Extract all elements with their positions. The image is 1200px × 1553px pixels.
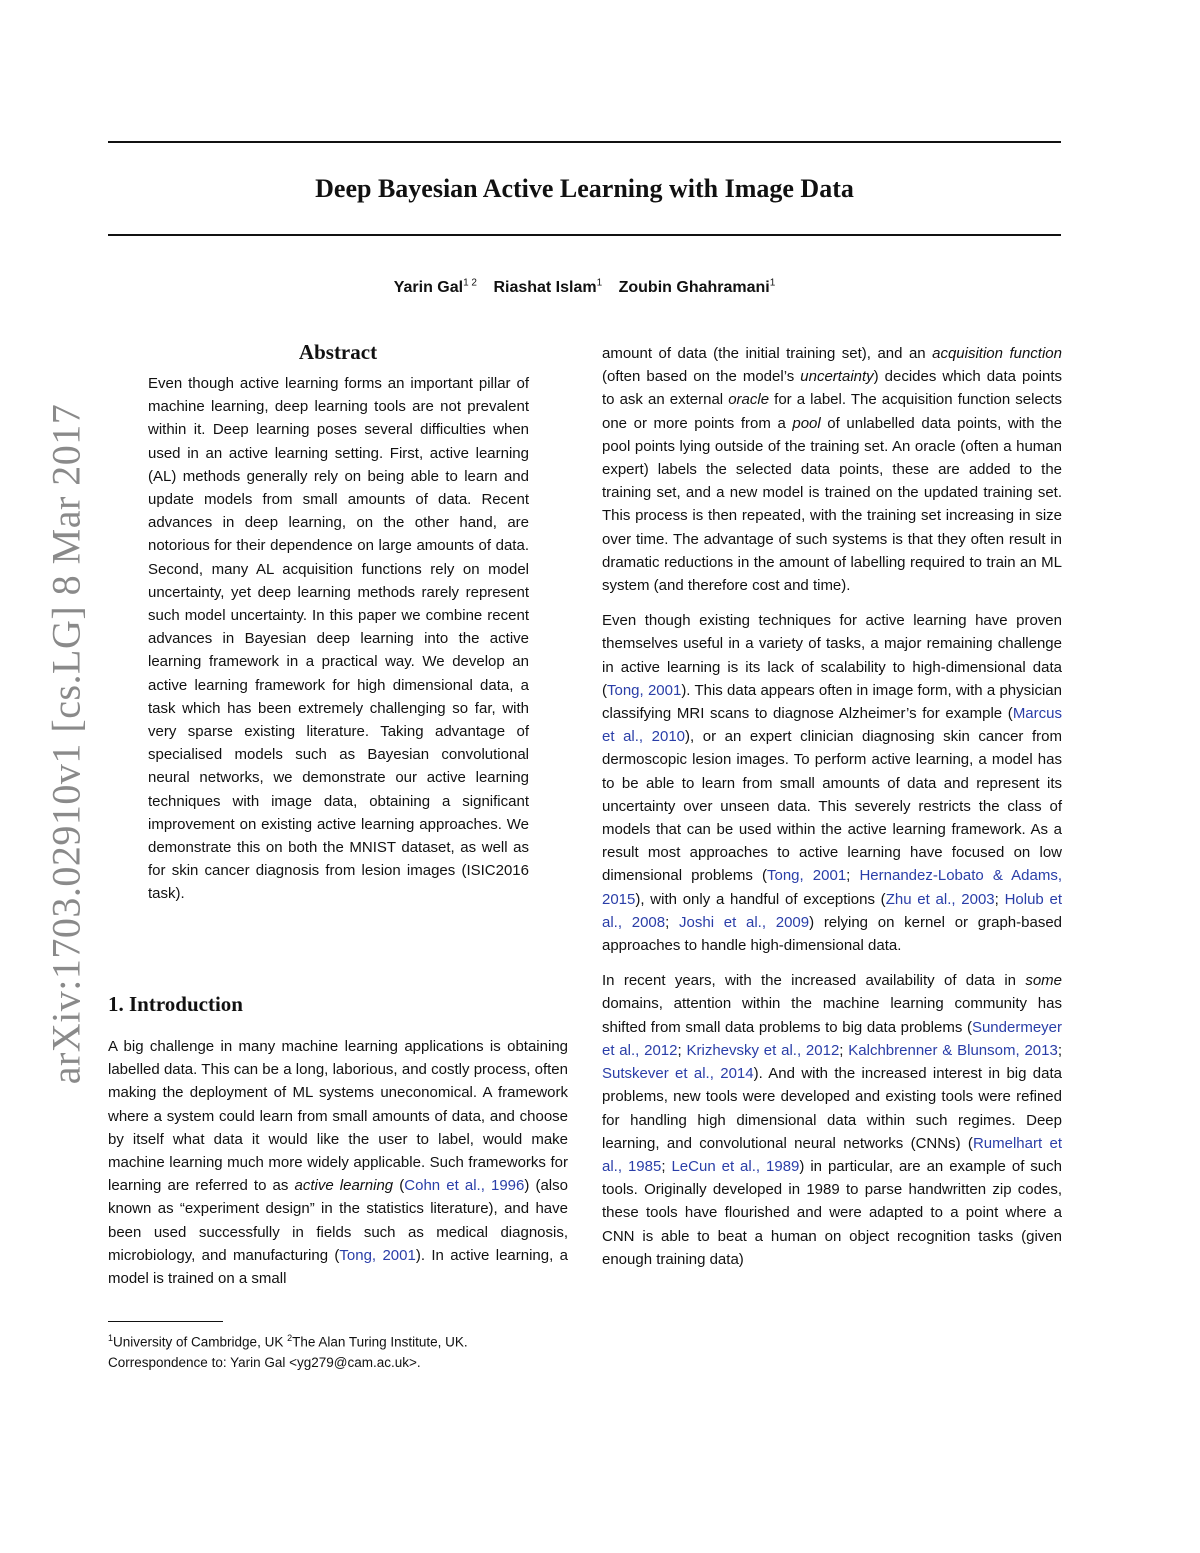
citation-link[interactable]: Krizhevsky et al., 2012 [686, 1041, 840, 1059]
author-list [108, 278, 1061, 297]
citation-link[interactable]: Sundermeyer et al., 2012 [602, 1018, 1062, 1059]
citation-link[interactable]: Holub et al., 2008 [602, 890, 1063, 931]
arxiv-stamp: arXiv:1703.02910v1 [cs.LG] 8 Mar 2017 [43, 403, 89, 1085]
paragraph: amount of data (the initial training set), and an acquisition function (often based on the model’s uncertainty) decides which data points to ask an external oracle for a label. The acquisition function selects one or more points from a pool of unlabelled data points, with the pool points lying outside of the training set. An oracle (often a human expert) labels the selected data points, these are added to the training set, and a new model is trained on the updated training set. This process is then repeated, with the training set increasing in size over time. The advantage of such systems is that they often result in dramatic reductions in the amount of labelling required to train an ML system (and therefore cost and time). [602, 345, 1062, 595]
author-islam: Riashat Islam$^1$ [493, 278, 603, 297]
title-rule-top [108, 141, 1061, 143]
citation-link[interactable]: Rumelhart et al., 1985 [602, 1134, 1062, 1175]
paragraph: In recent years, with the increased availability of data in some domains, attention within the machine learning community has shifted from small data problems to big data problems (Sundermeyer et al., 2012; Krizhevsky et al., 2012; Kalchbrenner & Blunsom, 2013; Sutskever et al., 2014). And with the increased interest in big data problems, new tools were developed and existing tools were refined for handling high dimensional data within such regimes. Deep learning, and convolutional neural networks (CNNs) (Rumelhart et al., 1985; LeCun et al., 1989) in particular, are an example of such tools. Originally developed in 1989 to parse handwritten zip codes, these tools have flourished and were adapted to a point where a CNN is able to beat a human on object recognition tasks (given enough training data) [602, 972, 1062, 1268]
citation-link[interactable]: LeCun et al., 1989 [671, 1157, 800, 1175]
citation-link[interactable]: Sutskever et al., 2014 [602, 1065, 754, 1083]
abstract-heading: Abstract [298, 340, 378, 364]
title-rule-bottom [108, 234, 1061, 236]
section-heading-introduction: 1. Introduction [108, 992, 243, 1016]
citation-link[interactable]: Tong, 2001 [766, 867, 847, 885]
intro-paragraph: A big challenge in many machine learning applications is obtaining labelled data. This can be a long, laborious, and costly process, often making the deployment of ML systems uneconomical. A framework where a system could learn from small amounts of data, and choose by itself what data it would like the user to label, would make machine learning much more widely applicable. Such frameworks for learning are referred to as active learning (Cohn et al., 1996) (also known as “experiment design” in the statistics literature), and have been used successfully in fields such as medical diagnosis, microbiology, and manufacturing (Tong, 2001). In active learning, a model is trained on a small [108, 1038, 568, 1288]
author-ghahramani: Zoubin Ghahramani$^1$ [618, 278, 776, 297]
citation-link[interactable]: Zhu et al., 2003 [885, 890, 995, 908]
footnote-rule [108, 1321, 223, 1322]
footnote: $^1$University of Cambridge, UK $^2$The Alan Turing Institute, UK. Correspondence to: Yarin Gal <yg279@cam.ac.uk>. [108, 1333, 468, 1370]
citation-link[interactable]: Cohn et al., 1996 [404, 1177, 525, 1195]
citation-link[interactable]: Kalchbrenner & Blunsom, 2013 [848, 1041, 1058, 1059]
citation-link[interactable]: Hernandez-Lobato & Adams, 2015 [602, 867, 1062, 908]
citation-link[interactable]: Tong, 2001 [339, 1246, 416, 1264]
abstract-text: Even though active learning forms an important pillar of machine learning, deep learning tools are not prevalent within it. Deep learning poses several difficulties when used in an active learning setting. First, active learning (AL) methods generally rely on being able to learn and update models from small amounts of data. Recent advances in deep learning, on the other hand, are notorious for their dependence on large amounts of data. Second, many AL acquisition functions rely on model uncertainty, yet deep learning methods rarely represent such model uncertainty. In this paper we combine recent advances in Bayesian deep learning into the active learning framework in a practical way. We develop an active learning framework for high dimensional data, a task which has been extremely challenging so far, with very sparse existing literature. Taking advantage of specialised models such as Bayesian convolutional neural networks, we demonstrate our active learning techniques with image data, obtaining a significant improvement on existing active learning approaches. We demonstrate this on both the MNIST dataset, as well as for skin cancer diagnosis from lesion images (ISIC2016 task). [148, 375, 529, 903]
citation-link[interactable]: Marcus et al., 2010 [602, 705, 1062, 746]
paragraph: Even though existing techniques for active learning have proven themselves useful in a variety of tasks, a major remaining challenge in active learning is its lack of scalability to high-dimensional data (Tong, 2001). This data appears often in image form, with a physician classifying MRI scans to diagnose Alzheimer’s for example (Marcus et al., 2010), or an expert clinician diagnosing skin cancer from dermoscopic lesion images. To perform active learning, a model has to be able to learn from small amounts of data and represent its uncertainty over unseen data. This severely restricts the class of models that can be used within the active learning framework. As a result most approaches to active learning have focused on low dimensional problems (Tong, 2001; Hernandez-Lobato & Adams, 2015), with only a handful of exceptions (Zhu et al., 2003; Holub et al., 2008; Joshi et al., 2009) relying on kernel or graph-based approaches to handle high-dimensional data. [602, 612, 1063, 955]
citation-link[interactable]: Tong, 2001 [607, 681, 682, 699]
right-column [602, 342, 1062, 1283]
author-gal: Yarin Gal$^{1 2}$ [393, 278, 477, 297]
paper-title: Deep Bayesian Active Learning with Image Data [315, 174, 854, 203]
citation-link[interactable]: Joshi et al., 2009 [679, 913, 810, 931]
